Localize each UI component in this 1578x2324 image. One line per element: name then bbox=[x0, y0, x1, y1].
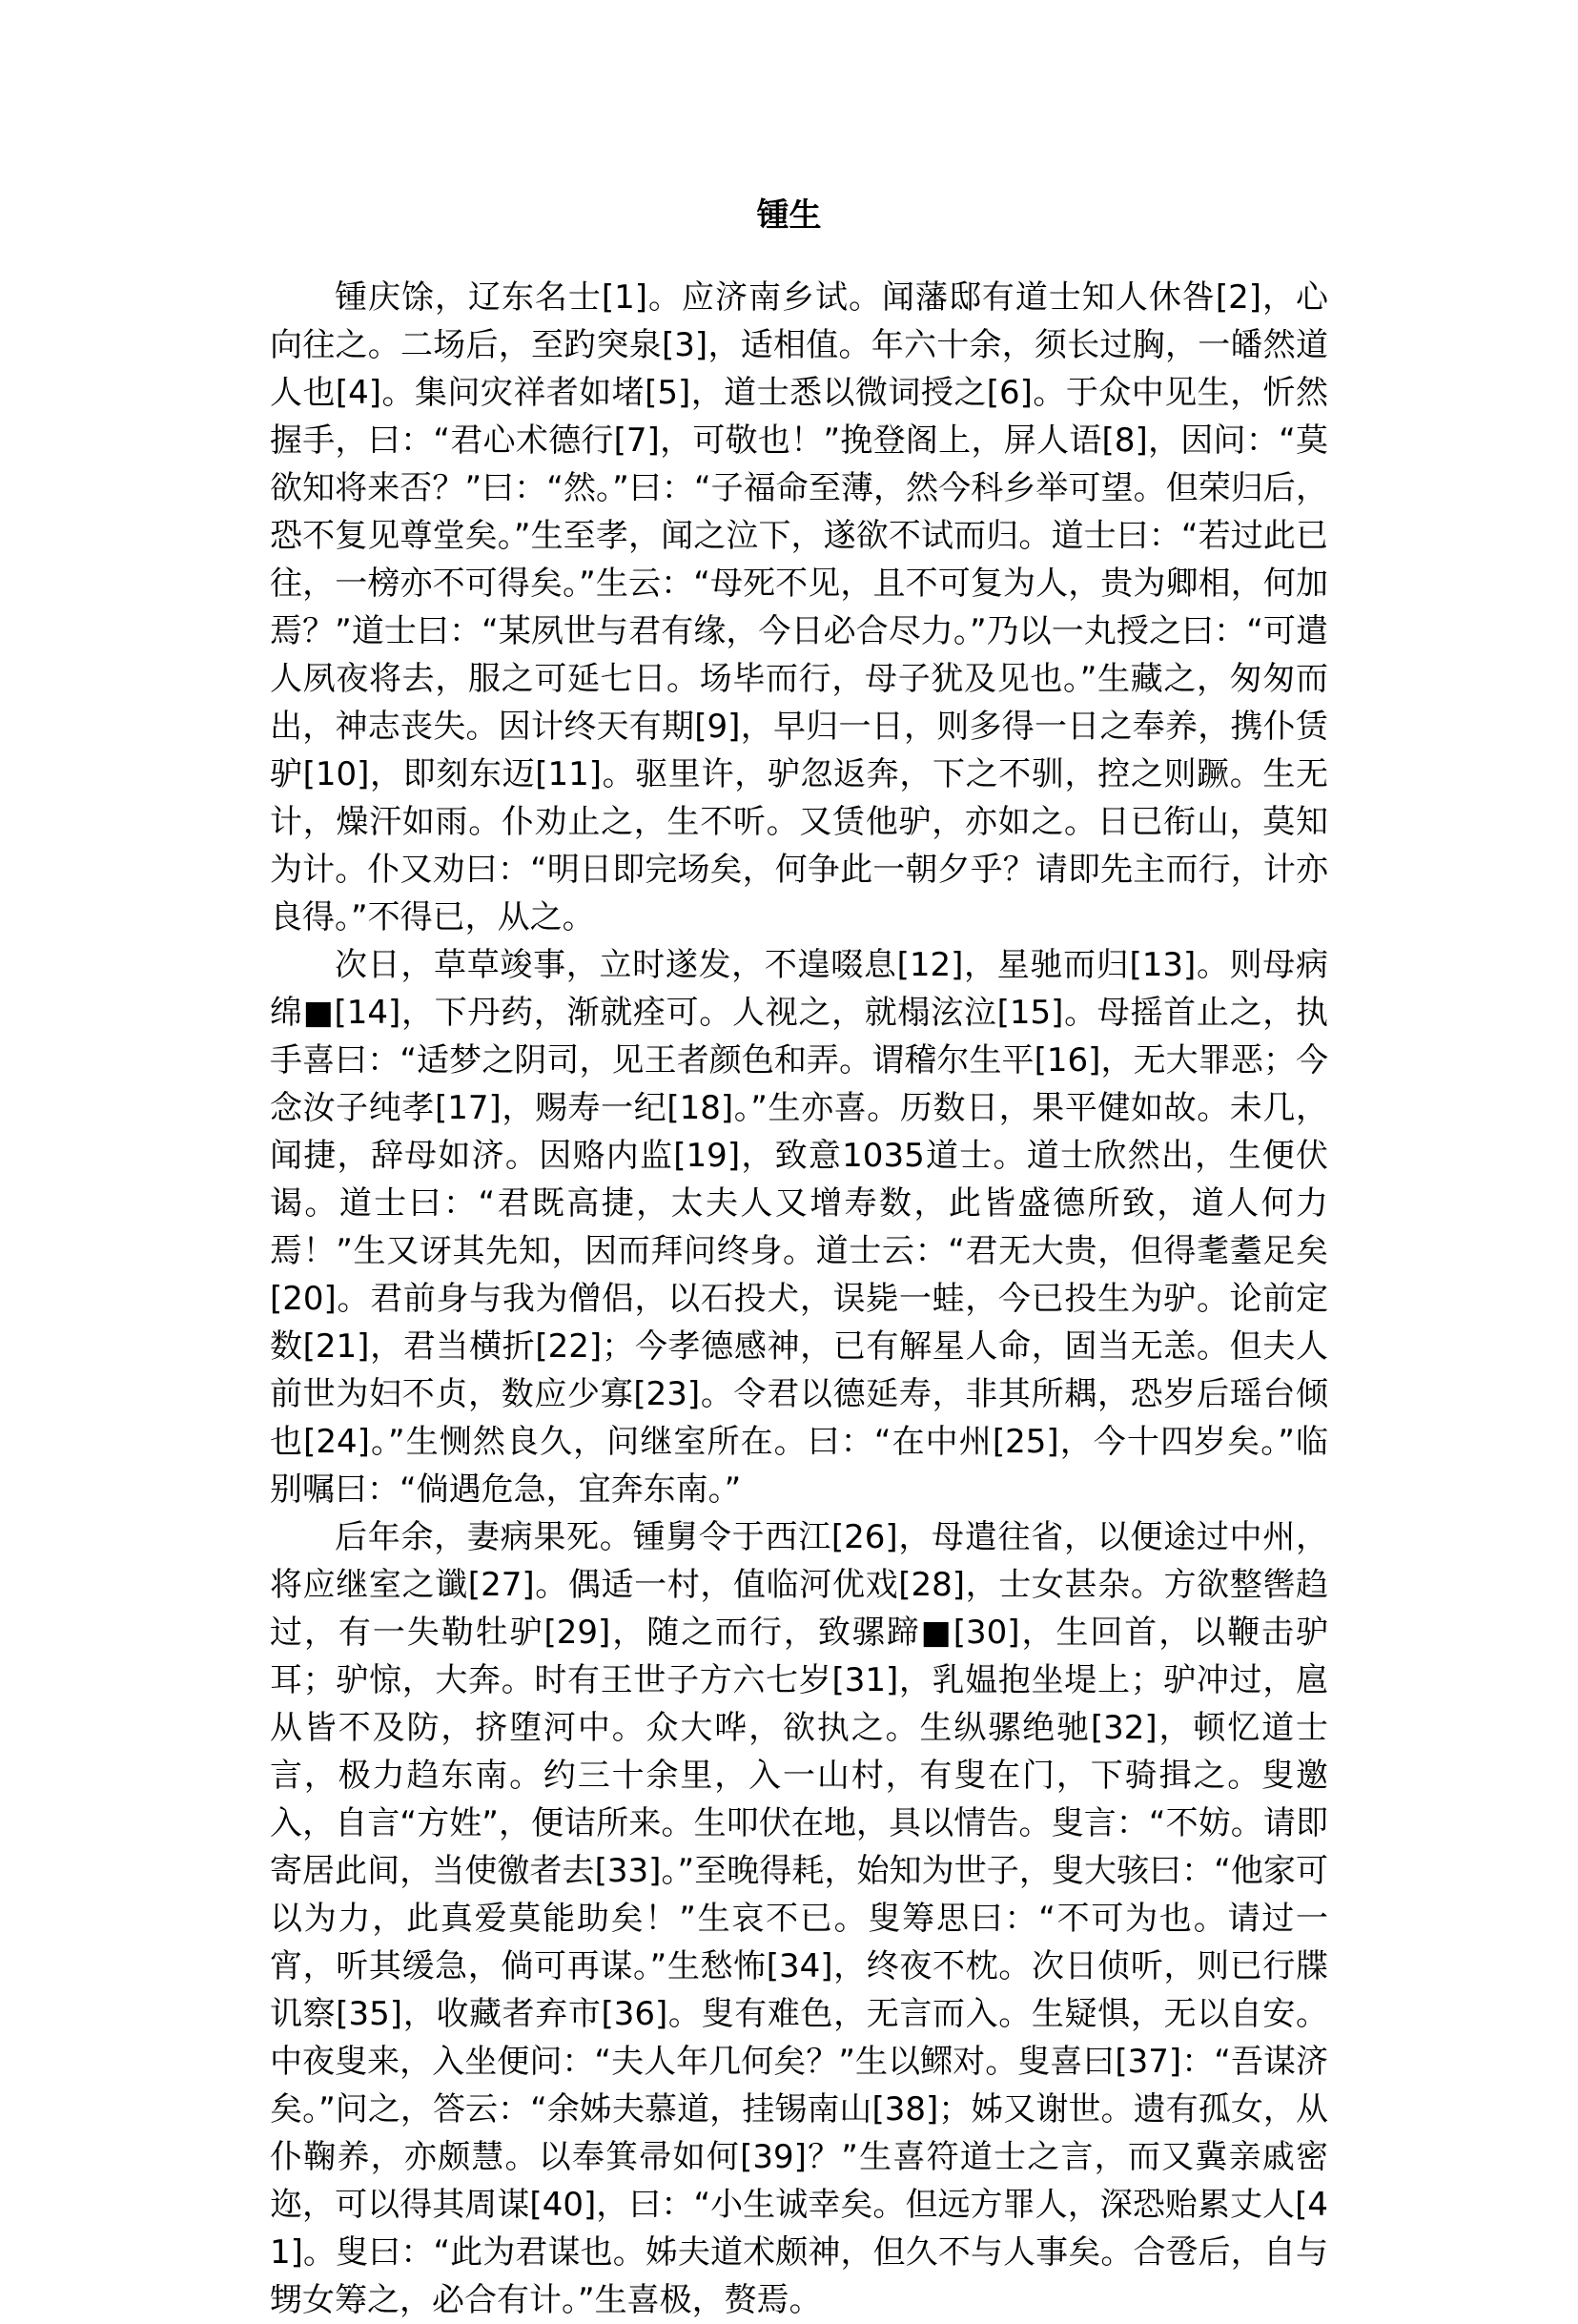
paragraph-2: 次日，草草竣事，立时遂发，不遑啜息[12]，星驰而归[13]。则母病绵■[14]，下丹药，渐就痊可。人视之，就榻泫泣[15]。母摇首止之，执手喜曰：“适梦之阴司，见王者颜色和弄。谓稽尔生平[16]，无大罪恶；今念汝子纯孝[17]，赐寿一纪[18]。”生亦喜。历数日，果平健如故。未几，闻捷，辞母如济。因赂内监[19]，致意1035道士。道士欣然出，生便伏谒。道士曰：“君既高捷，太夫人又增寿数，此皆盛德所致，道人何力焉！”生又讶其先知，因而拜问终身。道士云：“君无大贵，但得耄耋足矣[20]。君前身与我为僧侣，以石投犬，误毙一蛙，今已投生为驴。论前定数[21]，君当横折[22]；今孝德感神，已有解星人命，固当无恙。但夫人前世为妇不贞，数应少寡[23]。令君以德延寿，非其所耦，恐岁后瑶台倾也[24]。”生恻然良久，问继室所在。曰：“在中州[25]，今十四岁矣。”临别嘱曰：“倘遇危急，宜奔东南。” bbox=[270, 946, 1328, 1509]
document-title: 锺生 bbox=[756, 196, 822, 235]
paragraph-1: 锺庆馀，辽东名士[1]。应济南乡试。闻藩邸有道士知人休咎[2]，心向往之。二场后，至趵突泉[3]，适相值。年六十余，须长过胸，一皤然道人也[4]。集问灾祥者如堵[5]，道士悉以微词授之[6]。于众中见生，忻然握手，曰：“君心术德行[7]，可敬也！”挽登阁上，屏人语[8]，因问：“莫欲知将来否？”曰：“然。”曰：“子福命至薄，然今科乡举可望。但荣归后，恐不复见尊堂矣。”生至孝，闻之泣下，遂欲不试而归。道士曰：“若过此已往，一榜亦不可得矣。”生云：“母死不见，且不可复为人，贵为卿相，何加焉？”道士曰：“某夙世与君有缘，今日必合尽力。”乃以一丸授之曰：“可遣人夙夜将去，服之可延七日。场毕而行，母子犹及见也。”生藏之，匆匆而出，神志丧失。因计终天有期[9]，早归一日，则多得一日之奉养，携仆赁驴[10]，即刻东迈[11]。驱里许，驴忽返奔，下之不驯，控之则蹶。生无计，燥汗如雨。仆劝止之，生不听。又赁他驴，亦如之。日已衔山，莫知为计。仆又劝曰：“明日即完场矣，何争此一朝夕乎？请即先主而行，计亦良得。”不得已，从之。 bbox=[270, 278, 1328, 936]
paragraph-3: 后年余，妻病果死。锺舅令于西江[26]，母遣往省，以便途过中州，将应继室之谶[27]。偶适一村，值临河优戏[28]，士女甚杂。方欲整辔趋过，有一失勒牡驴[29]，随之而行，致骡蹄■[30]，生回首，以鞭击驴耳；驴惊，大奔。时有王世子方六七岁[31]，乳媪抱坐堤上；驴冲过，扈从皆不及防，挤堕河中。众大哗，欲执之。生纵骡绝驰[32]，顿忆道士言，极力趋东南。约三十余里，入一山村，有叟在门，下骑揖之。叟邀入，自言“方姓”，便诘所来。生叩伏在地，具以情告。叟言：“不妨。请即寄居此间，当使徼者去[33]。”至晚得耗，始知为世子，叟大骇曰：“他家可以为力，此真爱莫能助矣！”生哀不已。叟筹思曰：“不可为也。请过一宵，听其缓急，倘可再谋。”生愁怖[34]，终夜不枕。次日侦听，则已行牒讥察[35]，收藏者弃市[36]。叟有难色，无言而入。生疑惧，无以自安。中夜叟来，入坐便问：“夫人年几何矣？”生以鳏对。叟喜曰[37]：“吾谋济矣。”问之，答云：“余姊夫慕道，挂锡南山[38]；姊又谢世。遗有孤女，从仆鞠养，亦颇慧。以奉箕帚如何[39]？”生喜符道士之言，而又冀亲戚密迩，可以得其周谋[40]，曰：“小生诚幸矣。但远方罪人，深恐贻累丈人[41]。叟曰：“此为君谋也。姊夫道术颇神，但久不与人事矣。合卺后，自与甥女筹之，必合有计。”生喜极，赘焉。 bbox=[270, 1518, 1328, 2319]
document-body bbox=[270, 274, 1328, 2324]
